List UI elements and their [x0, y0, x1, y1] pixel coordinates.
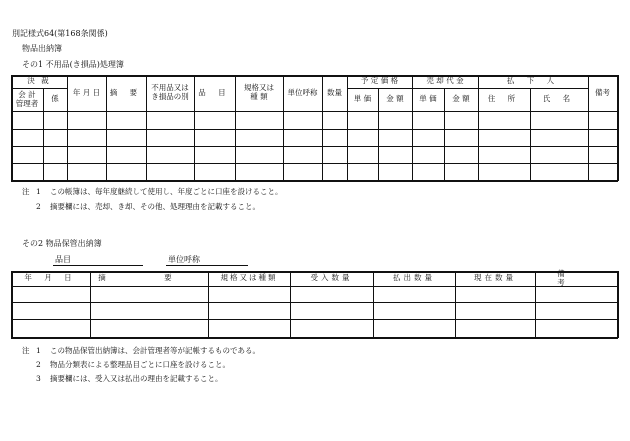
unit-underline [166, 265, 248, 266]
spec-header: 規格又は 種 類 [244, 83, 274, 101]
approval-header: 決 裁 [27, 76, 51, 86]
date-header: 年 月 日 [72, 87, 101, 97]
item-label: 品目 [55, 255, 71, 264]
address-header: 住 所 [487, 94, 521, 104]
item-underline [53, 265, 143, 266]
receipt-qty-header: 受入数量 [310, 273, 353, 283]
clerk-header: 係 [51, 94, 59, 104]
notes2-lead: 注 [22, 346, 30, 355]
book-title: 物品出納簿 [22, 44, 62, 53]
summary-header: 摘 要 [109, 87, 143, 97]
sale-amount-header: 金 額 [452, 94, 470, 104]
notes1-lead: 注 [22, 187, 30, 196]
notes1-item: 摘要欄には、売却、き却、その他、処理理由を記載すること。 [50, 202, 260, 211]
notes1-number: 2 [36, 202, 41, 211]
issue-qty-header: 払出数量 [393, 273, 435, 283]
notes2-number: 1 [36, 346, 41, 355]
sale-proceeds-header: 売 却 代 金 [426, 76, 464, 86]
notes2-item: 摘要欄には、受入又は払出の理由を記載すること。 [50, 374, 223, 383]
summary-header-2: 摘 要 [98, 273, 200, 283]
unit-header: 単位呼称 [287, 87, 318, 97]
name-header: 氏 名 [542, 94, 576, 104]
notes2-number: 3 [36, 374, 41, 383]
form-reference: 別記様式64(第168条関係) [12, 29, 108, 38]
unit-price-header: 単 価 [353, 94, 372, 104]
buyer-header: 払 下 人 [506, 76, 560, 86]
unit-label: 単位呼称 [168, 255, 200, 264]
spec-header-2: 規格又は種類 [220, 273, 278, 283]
date-header-2: 年 月 日 [24, 273, 77, 283]
notes1-number: 1 [36, 187, 41, 196]
estimated-price-header: 予 定 価 格 [360, 76, 399, 86]
sale-unit-price-header: 単 価 [419, 94, 437, 104]
item-header: 品 目 [198, 87, 231, 97]
section1-title: その1 不用品(き損品)処理簿 [22, 60, 124, 69]
accounting-manager-header: 会 計 管理者 [15, 89, 39, 108]
amount-header: 金 額 [386, 94, 404, 104]
quantity-header: 数量 [327, 87, 342, 97]
notes1-item: この帳簿は、毎年度継続して使用し、年度ごとに口座を設けること。 [50, 187, 283, 196]
disposal-type-header: 不用品又は き損品の別 [151, 83, 189, 101]
notes2-item: この物品保管出納簿は、会計管理者等が記帳するものである。 [50, 346, 260, 355]
notes2-item: 物品分類表による整理品目ごとに口座を設けること。 [50, 360, 230, 369]
notes2-number: 2 [36, 360, 41, 369]
current-qty-header: 現在数量 [474, 273, 516, 283]
section2-title: その2 物品保管出納簿 [22, 239, 102, 248]
remarks-header: 備考 [595, 87, 610, 97]
remarks-header-2: 備 考 [557, 268, 595, 287]
